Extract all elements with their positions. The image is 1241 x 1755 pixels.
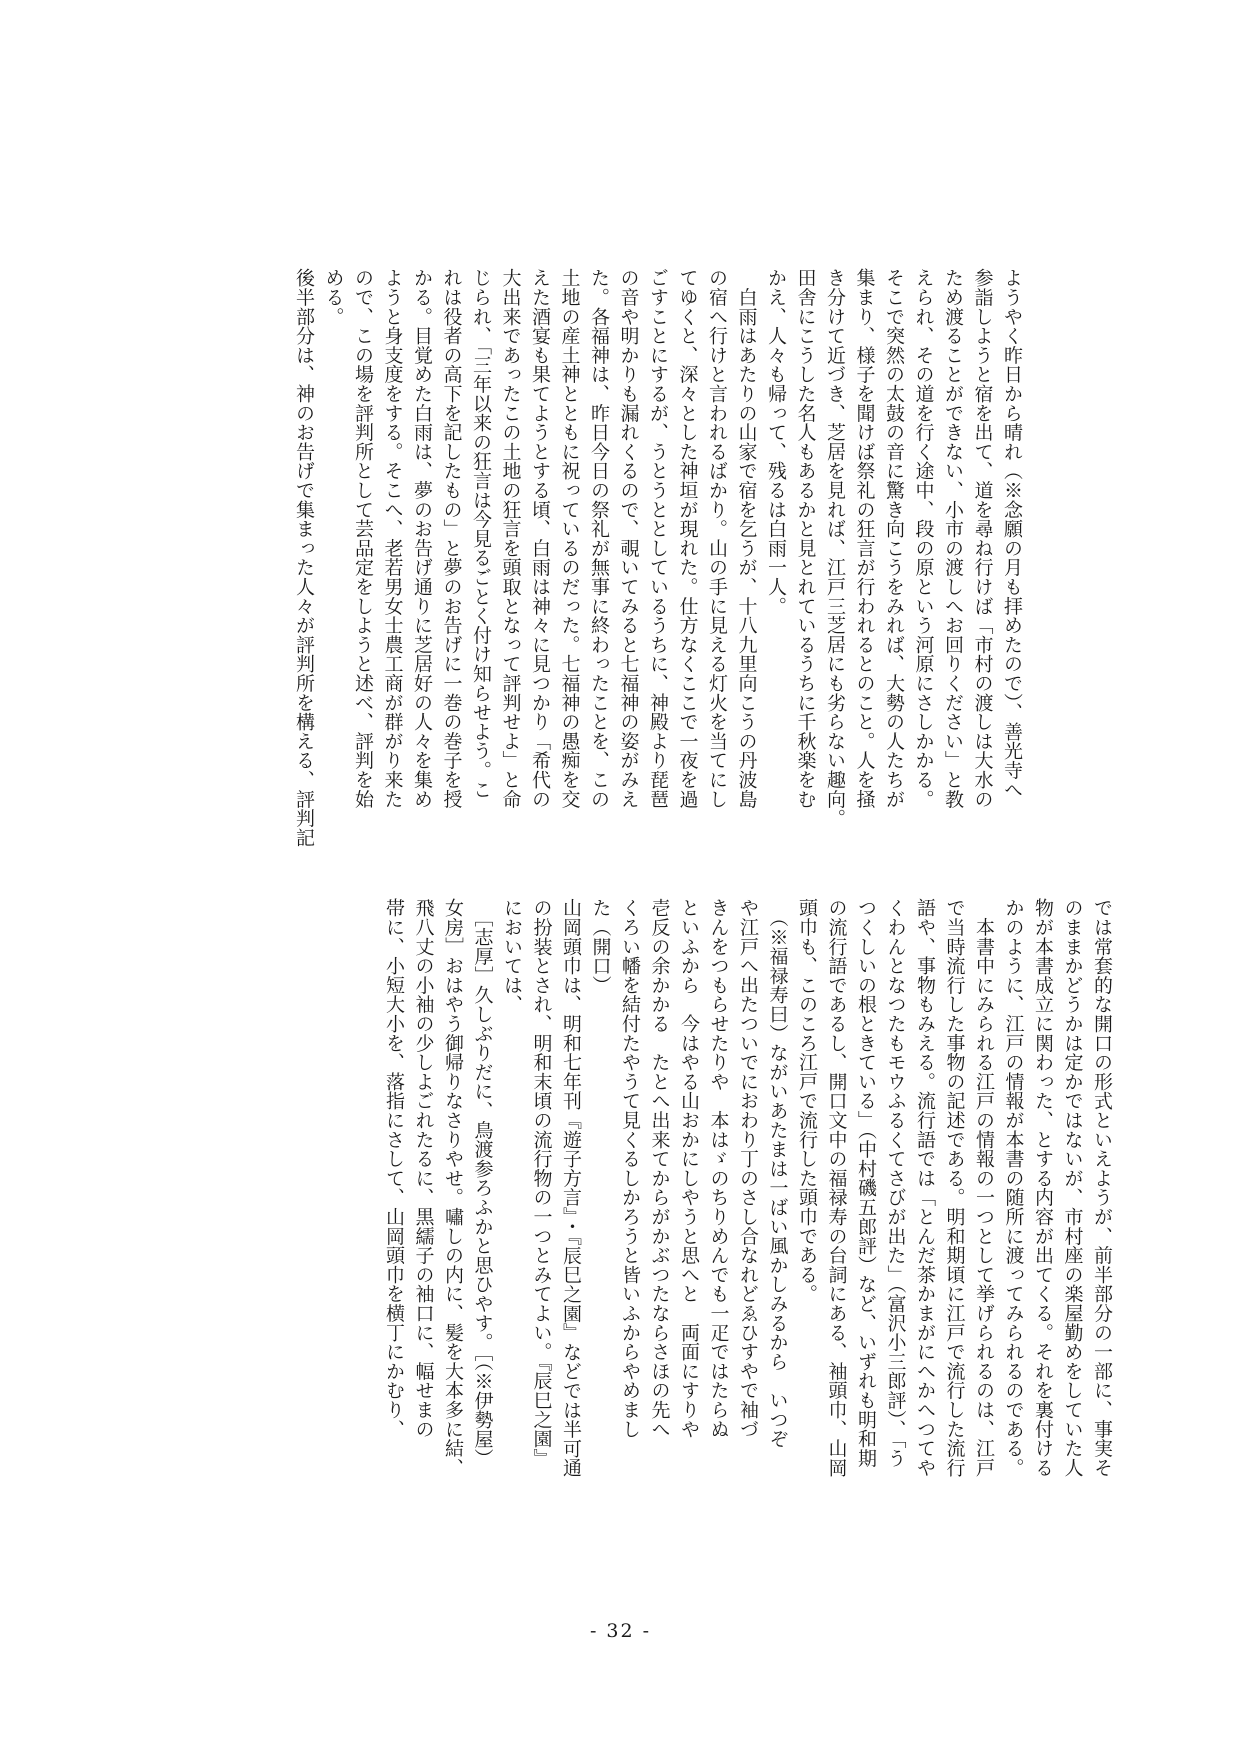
text-line: くわんとなつたもモウふるくてさびが出た」（富沢小三郎評）、「う (884, 898, 907, 1468)
text-line: においては、 (501, 898, 523, 1014)
text-line: の宿へ行けと言われるばかり。山の手に見える灯火を当てにし (706, 268, 728, 809)
text-line: では常套的な開口の形式といえようが、前半部分の一部に、事実そ (1091, 898, 1113, 1477)
text-line: （※福禄寿曰）ながいあたまは一ばい風かしみるから いつぞ (766, 898, 789, 1449)
text-line: ごすことにするが、うとうととしているうちに、神殿より琵琶 (647, 268, 669, 809)
text-line: 本書中にみられる江戸の情報の一つとして挙げられるのは、江戸 (973, 898, 995, 1477)
text-line: の流行語であるし、開口文中の福禄寿の台詞にある、袖頭巾、山岡 (825, 898, 848, 1477)
text-line: 頭巾も、このころ江戸で流行した頭巾である。 (796, 898, 818, 1304)
text-line: める。 (322, 268, 345, 326)
text-line: 女房］おはやう御帰りなさりやせ。嘯しの内に、髪を大本多に結、 (442, 898, 464, 1477)
text-line: 壱反の余かかる たとへ出来てからがかぶつたならさほの先へ (648, 898, 671, 1439)
lower-text-block (379, 898, 1117, 1538)
text-line: かる。目覚めた白雨は、夢のお告げ通りに芝居好の人々を集め (411, 268, 433, 809)
text-line: えられ、その道を行く途中、段の原という河原にさしかかる。 (912, 268, 935, 809)
text-line: や江戸へ出たついでにおわり丁のさし合なれどゑひすやで袖づ (737, 898, 759, 1439)
text-line: きんをつもらせたりや 本はゞのちりめんでも一疋ではたらぬ (707, 898, 730, 1439)
text-line: ため渡ることができない、小市の渡しへお回りください」と教 (942, 268, 964, 809)
text-line: 帯に、小短大小を、落指にさして、山岡頭巾を横丁にかむり、 (383, 898, 405, 1439)
text-line: えた酒宴も果てようとする頃、白雨は神々に見つかり「希代の (529, 268, 551, 809)
text-line: ので、この場を評判所として芸品定をしようと述べ、評判を始 (352, 268, 374, 809)
text-line: た（開口） (589, 898, 612, 995)
text-line: 田舎にこうした名人もあるかと見とれているうちに千秋楽をむ (794, 268, 817, 809)
text-line: 飛八丈の小袖の少しよごれたるに、黒繻子の袖口に、幅せまの (412, 898, 435, 1439)
text-line: てゆくと、深々とした神垣が現れた。仕方なくここで一夜を過 (676, 268, 699, 809)
text-line: かえ、人々も帰って、残るは白雨一人。 (765, 268, 787, 616)
page-number: - 32 - (589, 1620, 652, 1642)
text-line: き分けて近づき、芝居を見れば、江戸三芝居にも劣らない趣向。 (824, 268, 846, 828)
text-line: れは役者の高下を記したもの」と夢のお告げに一巻の巻子を授 (440, 268, 463, 809)
text-line: そこで突然の太鼓の音に驚き向こうをみれば、大勢の人たちが (883, 268, 905, 809)
text-line: 参詣しようと宿を出て、道を尋ね行けば「市村の渡しは大水の (971, 268, 994, 809)
text-line: 物が本書成立に関わった、とする内容が出てくる。それを裏付ける (1032, 898, 1054, 1477)
text-line: ［志厚］久しぶりだに、鳥渡参ろふかと思ひやす。［（※伊勢屋） (471, 898, 494, 1468)
text-line: ようと身支度をする。そこへ、老若男女士農工商が群がり来た (381, 268, 404, 809)
text-line: ようやく昨日から晴れ（※念願の月も拝めたので）、善光寺へ (1001, 268, 1023, 799)
text-line: といふから 今はやる山おかにしやうと思へと 両面にすりや (678, 898, 700, 1439)
text-line: た。各福神は、昨日今日の祭礼が無事に終わったことを、この (588, 268, 610, 809)
text-line: 集まり、様子を聞けば祭礼の狂言が行われるとのこと。人を掻 (853, 268, 876, 809)
text-line: 山岡頭巾は、明和七年刊『遊子方言』・『辰巳之園』などでは半可通 (560, 898, 582, 1478)
text-line: つくしいの根ときている」（中村磯五郎評）など、いずれも明和期 (855, 898, 877, 1468)
text-line: のままかどうかは定かではないが、市村座の楽屋勤めをしていた人 (1061, 898, 1084, 1477)
text-line: 白雨はあたりの山家で宿を乞うが、十八九里向こうの丹波島 (735, 268, 758, 809)
text-line: くろい幡を結付たやうて見くるしかろうと皆いふからやめまし (619, 898, 641, 1439)
text-line: の音や明かりも漏れくるので、覗いてみると七福神の姿がみえ (617, 268, 640, 809)
text-line: かのように、江戸の情報が本書の随所に渡ってみられるのである。 (1002, 898, 1025, 1477)
upper-text-block (289, 268, 1027, 908)
text-line: 大出来であったこの土地の狂言を頭取となって評判せよ」と命 (499, 268, 522, 809)
text-line: じられ、「三年以来の狂言は今見るごとく付け知らせよう。こ (470, 268, 492, 799)
text-line: で当時流行した事物の記述である。明和期頃に江戸で流行した流行 (943, 898, 966, 1477)
text-line: 土地の産土神とともに祝っているのだった。七福神の愚痴を交 (558, 268, 581, 809)
text-line: の扮装とされ、明和末頃の流行物の一つとみてよい。『辰巳之園』 (530, 898, 553, 1468)
text-line: 後半部分は、神のお告げで集まった人々が評判所を構える、評判記 (293, 268, 315, 847)
text-line: 語や、事物もみえる。流行語では「とんだ茶かまがにへかへつてや (914, 898, 936, 1477)
